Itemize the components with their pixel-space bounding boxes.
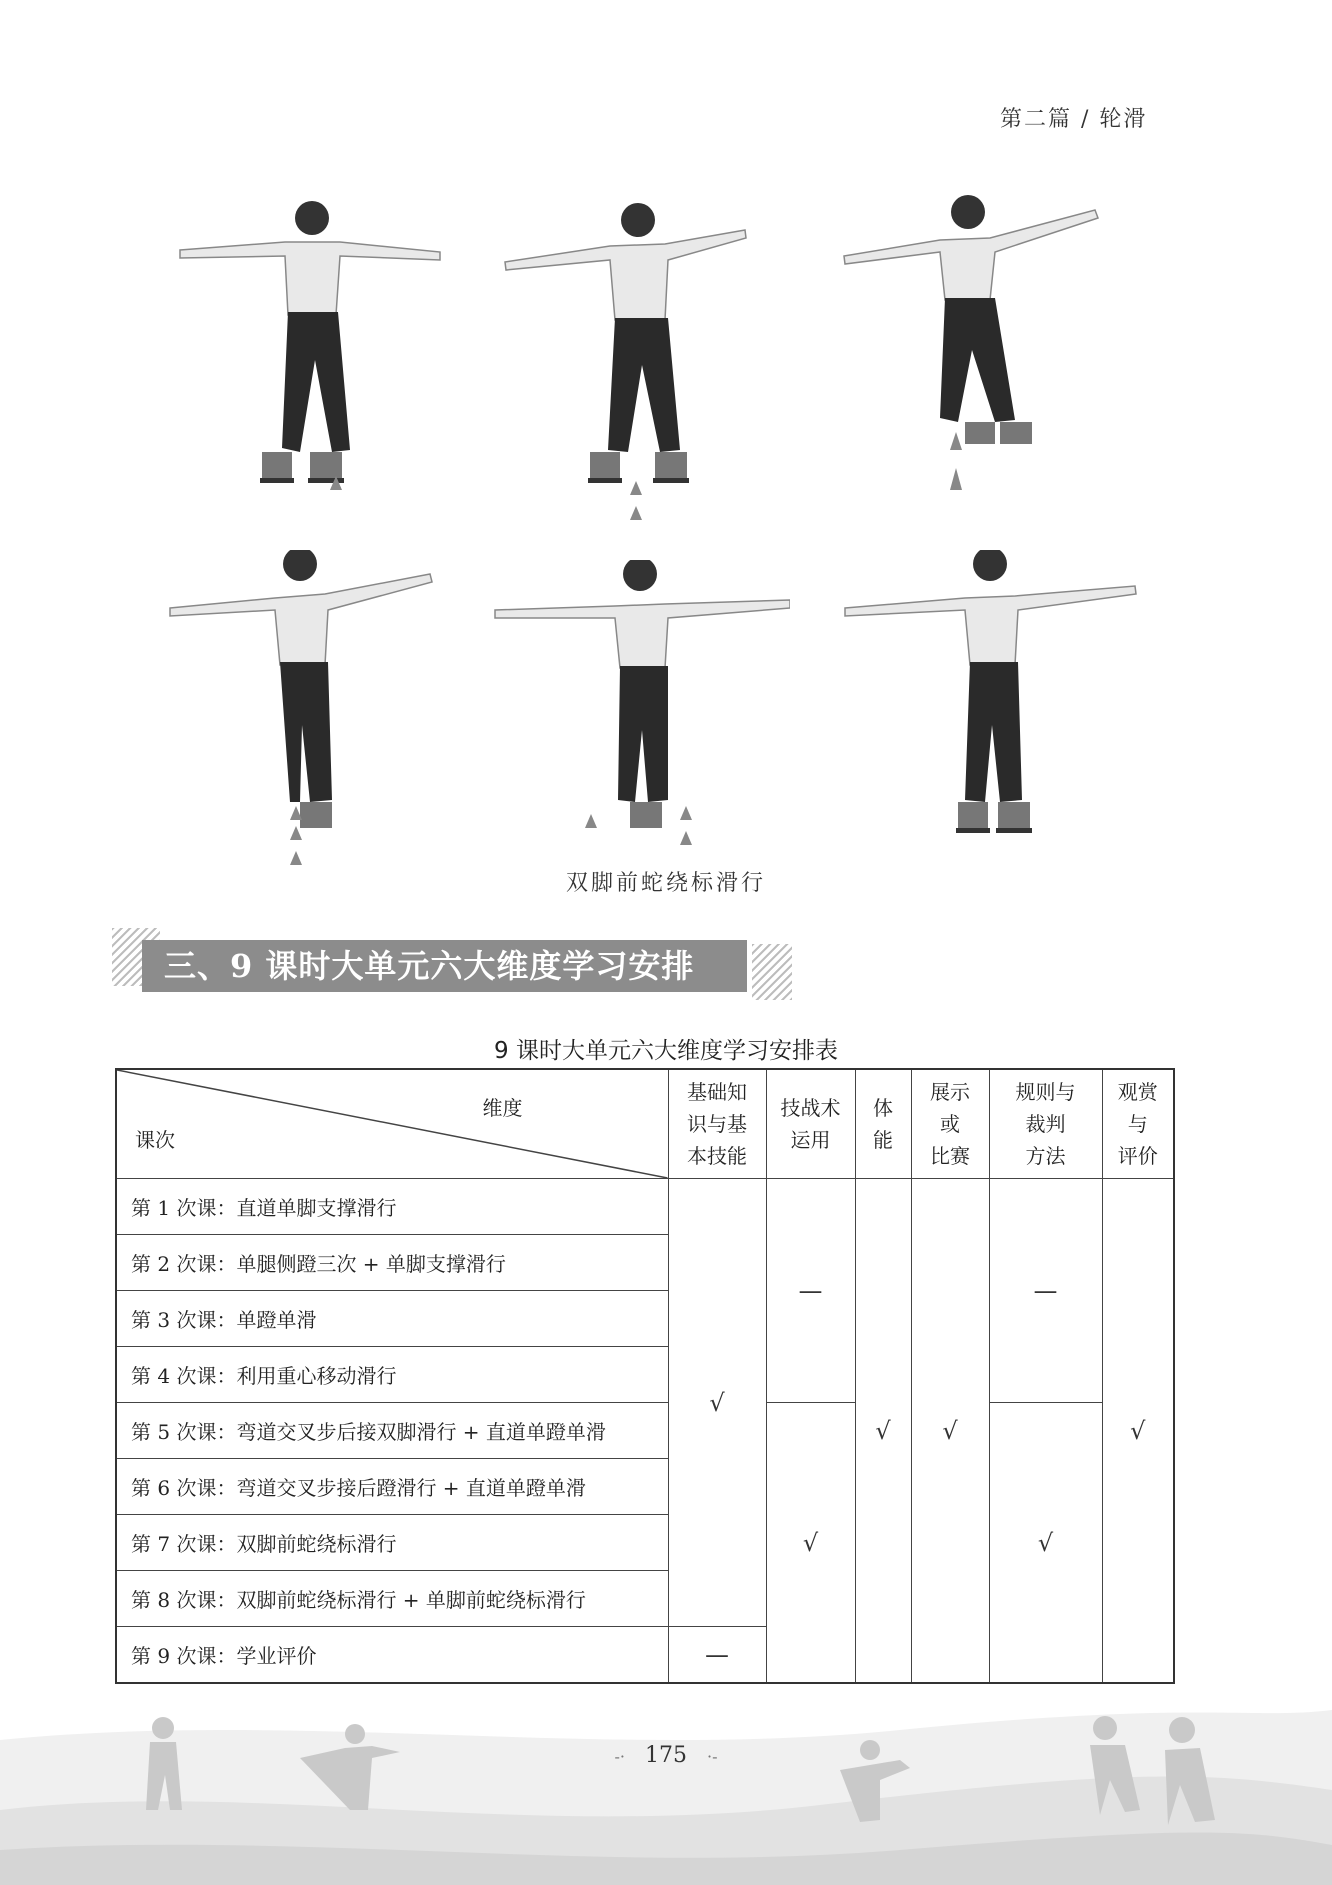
photo-grid [150,190,1150,880]
skater-photo-6 [840,550,1140,870]
lesson-cell: 第 3 次课：单蹬单滑 [116,1291,668,1347]
table-title: 9 课时大单元六大维度学习安排表 [494,1038,838,1064]
page-number-decoration: -· [614,1747,625,1766]
column-header-rules: 规则与 裁判 方法 [989,1069,1102,1179]
lesson-cell: 第 5 次课：弯道交叉步后接双脚滑行 + 直道单蹬单滑 [116,1403,668,1459]
column-header-appreciation: 观赏 与 评价 [1102,1069,1174,1179]
mark-cell: — [668,1627,766,1684]
corner-label-lesson: 课次 [135,1128,175,1152]
table-row [116,1403,1174,1459]
column-header-fitness: 体 能 [855,1069,911,1179]
skater-photo-3 [840,190,1140,510]
figure-caption: 双脚前蛇绕标滑行 [565,871,766,896]
mark-cell: √ [911,1179,989,1684]
banner-hatch-decoration [752,944,792,1000]
page-number-decoration: ·- [707,1747,718,1766]
mark-cell: √ [668,1179,766,1627]
lesson-cell: 第 4 次课：利用重心移动滑行 [116,1347,668,1403]
column-header-competition: 展示 或 比赛 [911,1069,989,1179]
mark-cell: — [989,1179,1102,1403]
table-header-row [116,1069,1174,1179]
skater-photo-1 [150,190,450,510]
lesson-cell: 第 8 次课：双脚前蛇绕标滑行 + 单脚前蛇绕标滑行 [116,1571,668,1627]
lesson-cell: 第 7 次课：双脚前蛇绕标滑行 [116,1515,668,1571]
section-heading: 三、9 课时大单元六大维度学习安排 [142,940,747,992]
section-banner [112,928,792,1002]
column-header-basic-knowledge: 基础知 识与基 本技能 [668,1069,766,1179]
mark-cell: — [766,1179,855,1403]
lesson-cell: 第 9 次课：学业评价 [116,1627,668,1684]
table-corner-cell [116,1069,668,1179]
lesson-cell: 第 2 次课：单腿侧蹬三次 + 单脚支撑滑行 [116,1235,668,1291]
skater-photo-5 [490,560,790,880]
skater-photo-4 [150,550,450,870]
mark-cell: √ [1102,1179,1174,1684]
corner-label-dimension: 维度 [482,1096,523,1120]
footer-decoration [0,1700,1332,1885]
running-head: 第二篇 / 轮滑 [1000,107,1148,132]
schedule-table [115,1068,1175,1684]
mark-cell: √ [766,1403,855,1684]
table-row [116,1179,1174,1235]
column-header-tactics: 技战术 运用 [766,1069,855,1179]
skater-photo-2 [490,200,790,520]
page-number: -· 175 ·- [614,1743,718,1768]
lesson-cell: 第 1 次课：直道单脚支撑滑行 [116,1179,668,1235]
lesson-cell: 第 6 次课：弯道交叉步接后蹬滑行 + 直道单蹬单滑 [116,1459,668,1515]
diagonal-divider [117,1070,668,1178]
mark-cell: √ [989,1403,1102,1684]
mark-cell: √ [855,1179,911,1684]
